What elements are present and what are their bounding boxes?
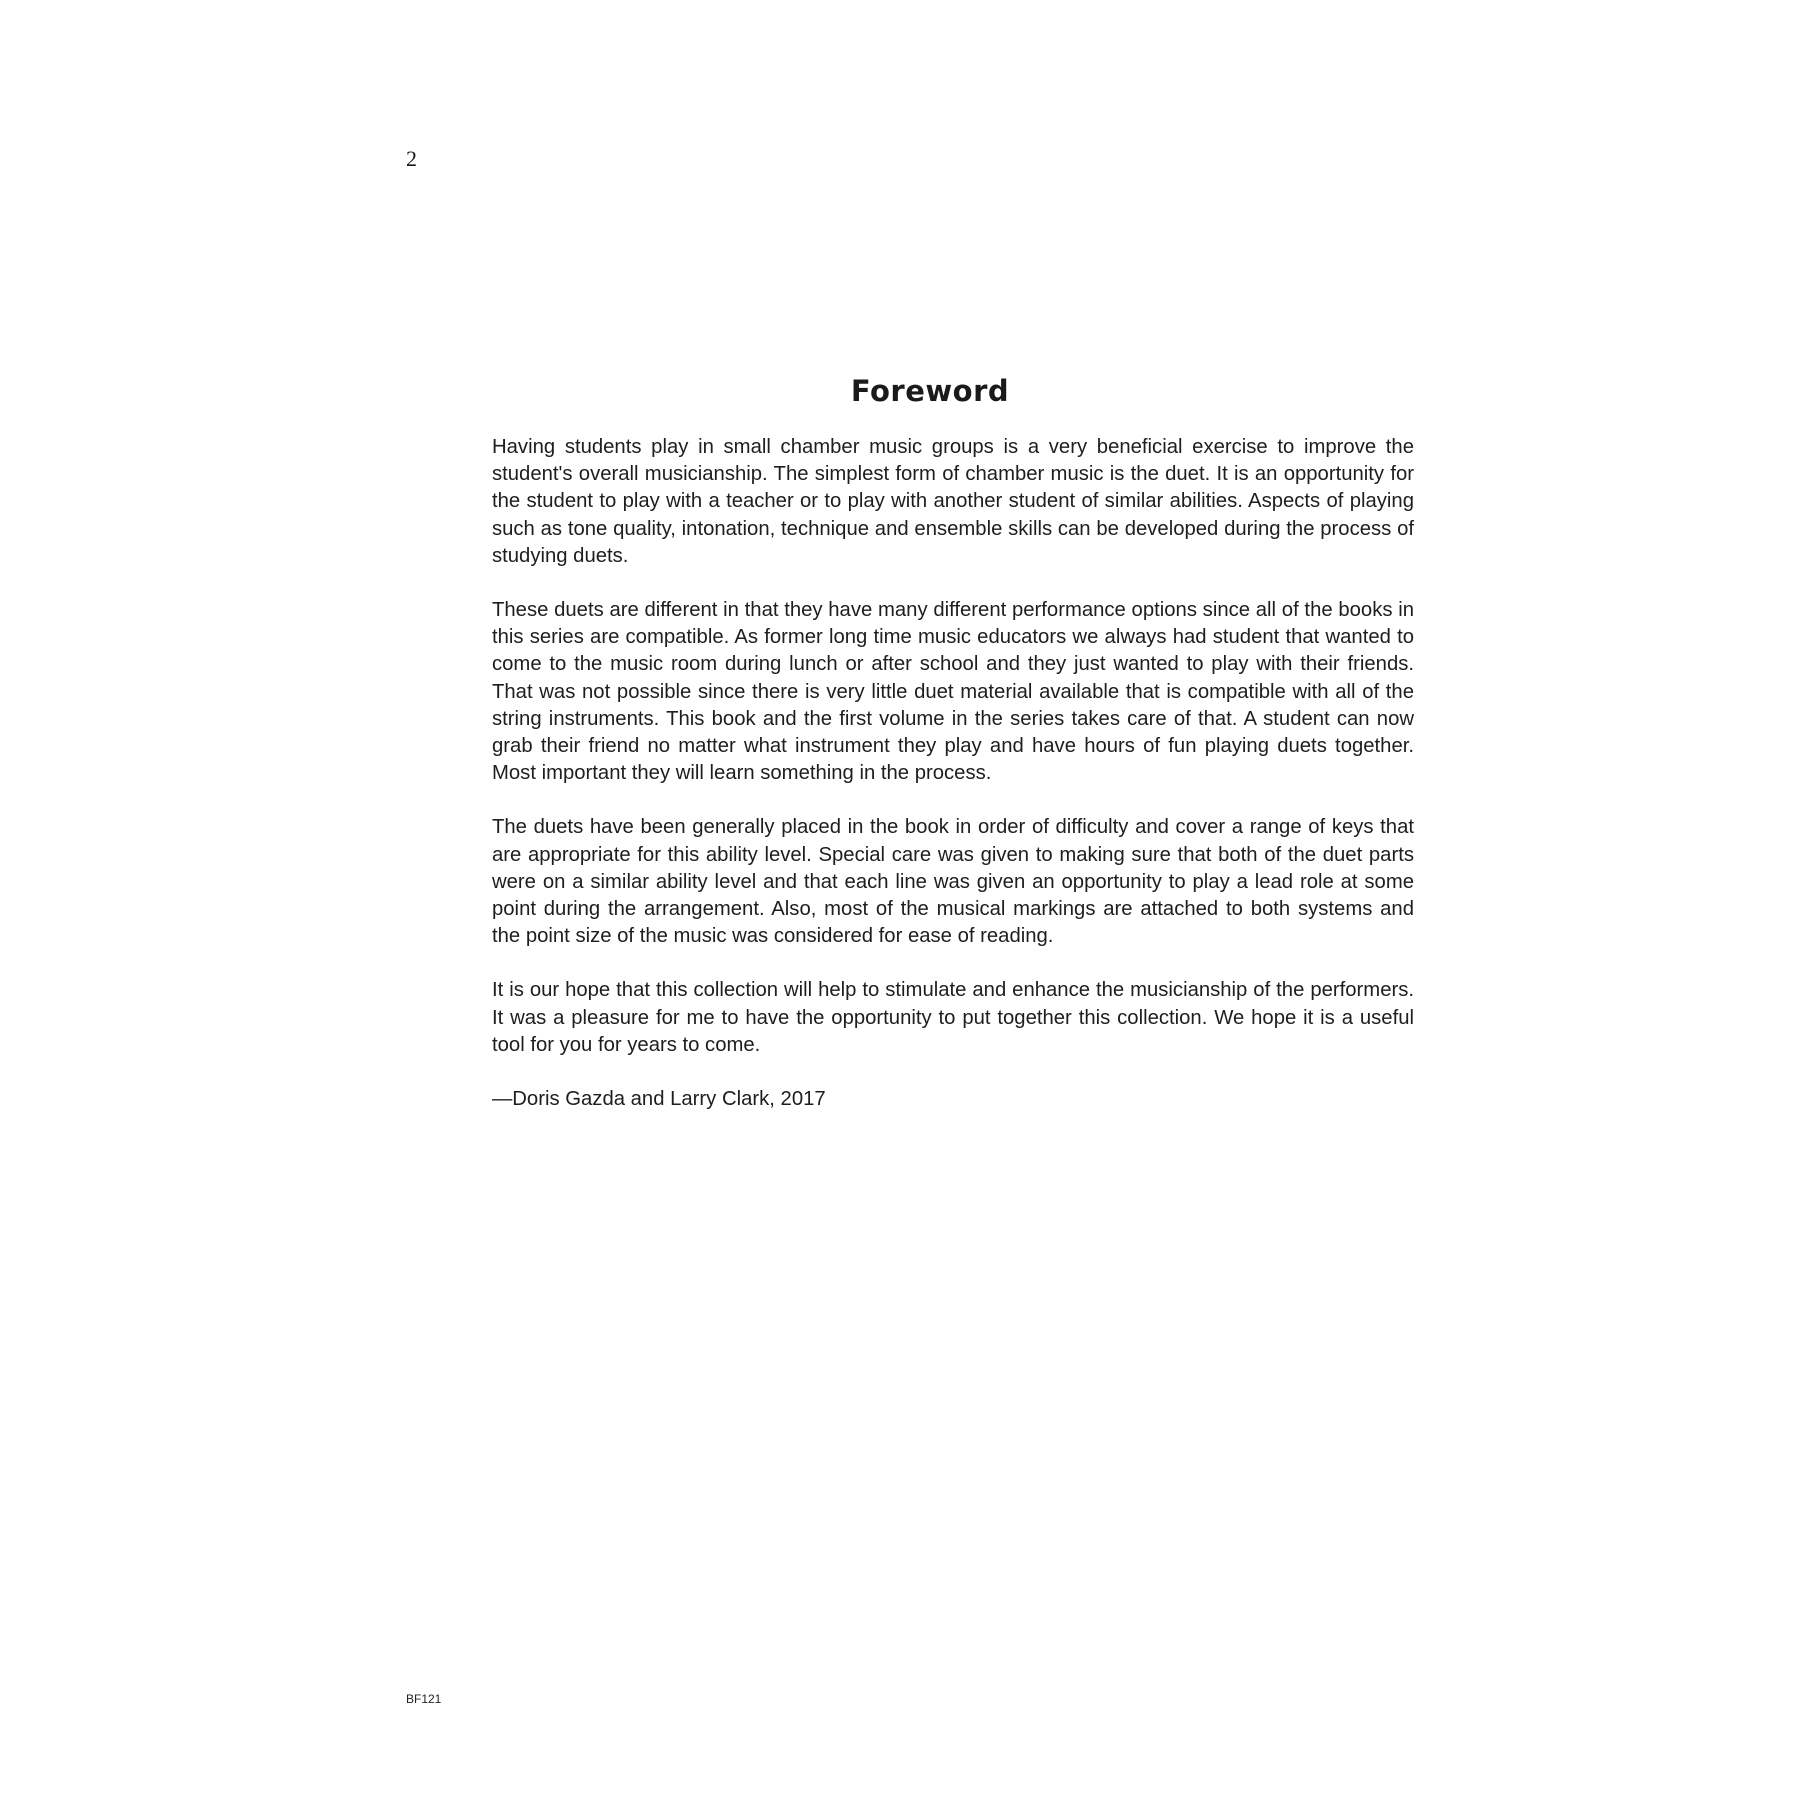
signature: —Doris Gazda and Larry Clark, 2017 [492, 1088, 826, 1111]
page-number: 2 [406, 146, 417, 171]
paragraph-4: It is our hope that this collection will help to stimulate and enhance the musicianship of the performers. It was a pleasure for me to have the opportunity to put together this collection. We hope it is a useful tool for you for years to come. [492, 979, 1414, 1056]
paragraph-2: These duets are different in that they have many different performance options since all of the books in this series are compatible. As former long time music educators we always had student that wanted to come to the music room during lunch or after school and they just wanted to play with their friends. That was not possible since there is very little duet material available that is compatible with all of the string instruments. This book and the first volume in the series takes care of that. A student can now grab their friend no matter what instrument they play and have hours of fun playing duets together. Most important they will learn something in the process. [492, 599, 1414, 785]
paragraph-3: The duets have been generally placed in the book in order of difficulty and cover a range of keys that are appropriate for this ability level. Special care was given to making sure that both of the duet parts were on a similar ability level and that each line was given an opportunity to play a lead role at some point during the arrangement. Also, most of the musical markings are attached to both systems and the point size of the music was considered for ease of reading. [492, 816, 1414, 948]
footer-catalog-code: BF121 [406, 1692, 442, 1706]
foreword-body [492, 434, 1414, 1140]
paragraph-1: Having students play in small chamber music groups is a very beneficial exercise to improve the student's overall musicianship. The simplest form of chamber music is the duet. It is an opportunity for the student to play with a teacher or to play with another student of similar abilities. Aspects of playing such as tone quality, intonation, technique and ensemble skills can be developed during the process of studying duets. [492, 436, 1414, 567]
page-title: Foreword [850, 374, 1010, 408]
